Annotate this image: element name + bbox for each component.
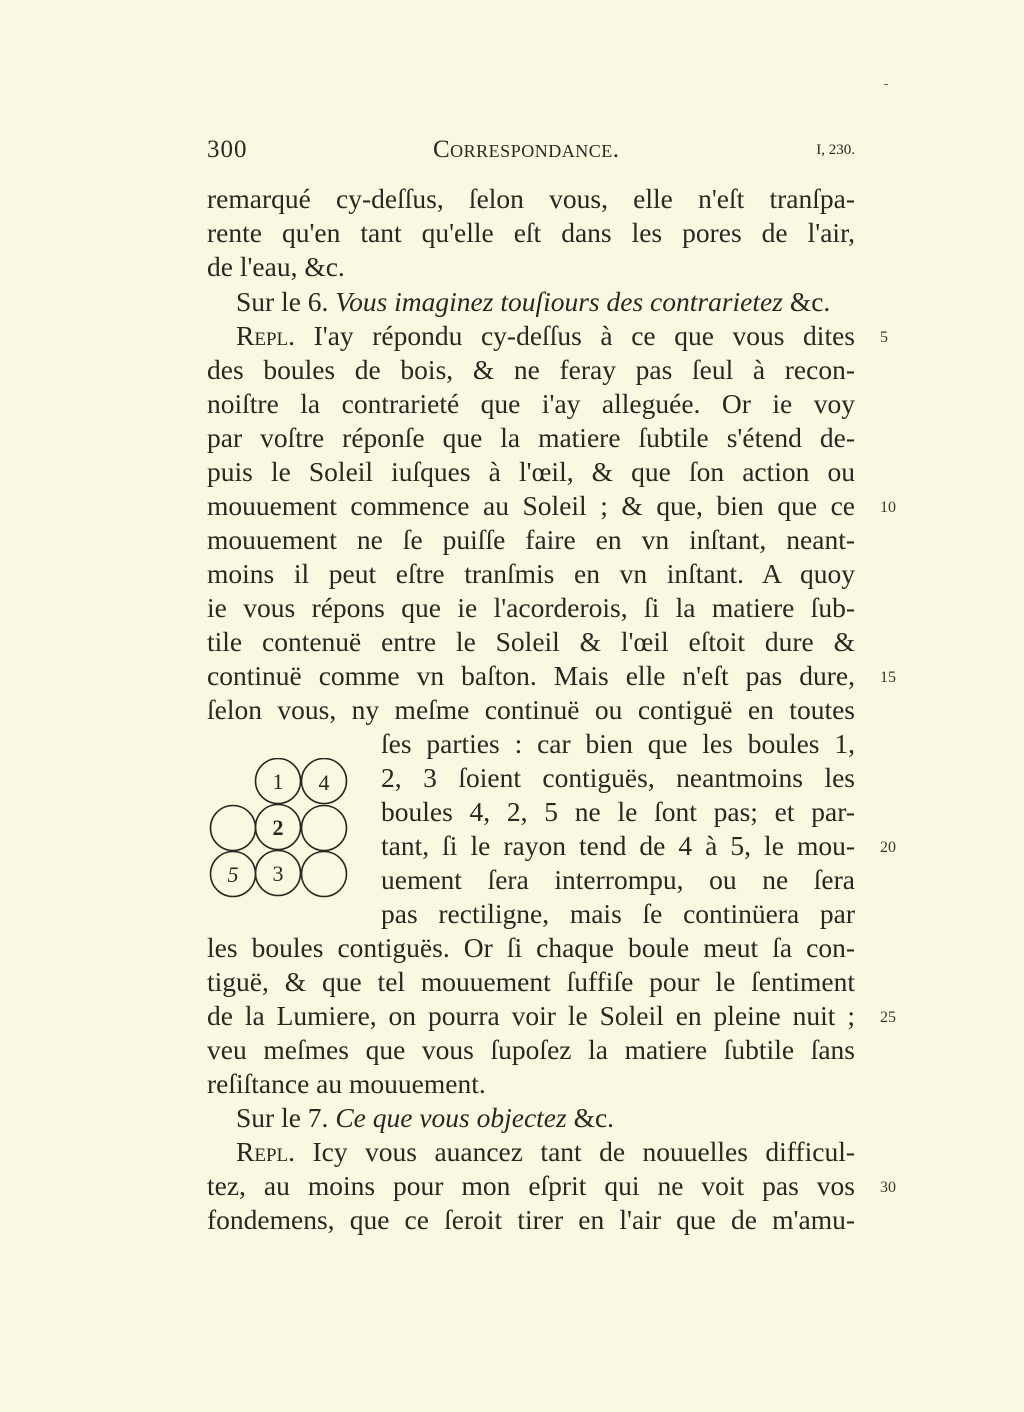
text-line: fondemens, que ce ſeroit tirer en l'air que de m'amu- (207, 1204, 855, 1235)
line-number: 25 (880, 1009, 896, 1026)
text-line: moins il peut eſtre tranſmis en vn inſtant. A quoy (207, 558, 855, 589)
section-heading-7 (236, 1101, 855, 1135)
line-number: 30 (880, 1179, 896, 1196)
heading-quote: Vous imaginez touſiours des contrarietez (335, 286, 783, 317)
text-line: de la Lumiere, on pourra voir le Soleil en pleine nuit ; (207, 1000, 855, 1031)
text-line: continuë comme vn baſton. Mais elle n'eſt pas dure, (207, 660, 855, 691)
text-line: Repl. I'ay répondu cy-deſſus à ce que vous dites (236, 320, 855, 351)
text-line: tant, ſi le rayon tend de 4 à 5, le mou- (381, 830, 855, 861)
text-line: des boules de bois, & ne feray pas ſeul à recon- (207, 354, 855, 385)
ball-label-2: 2 (272, 815, 284, 840)
ball-empty-circle (302, 806, 347, 851)
text-line: reſiſtance au mouuement. (207, 1068, 486, 1099)
line-number: 20 (880, 839, 896, 856)
text-line: Repl. Icy vous auancez tant de nouuelles difficul- (236, 1136, 855, 1167)
heading-lead: Sur le 6. (236, 286, 336, 317)
ball-empty-circle (211, 806, 256, 851)
ball-label-1: 1 (272, 769, 284, 794)
text-line: ſes parties : car bien que les boules 1, (381, 728, 855, 759)
text-line: mouuement commence au Soleil ; & que, bien que ce (207, 490, 855, 521)
running-head (207, 136, 857, 170)
text-line: pas rectiligne, mais ſe continüera par (381, 898, 855, 929)
repl-label: Repl. (236, 320, 295, 351)
text-line: boules 4, 2, 5 ne le ſont pas; et par- (381, 796, 855, 827)
text-line: de l'eau, &c. (207, 251, 345, 282)
line-number: 15 (880, 669, 896, 686)
section-heading-6 (236, 285, 855, 319)
volume-reference: I, 230. (816, 142, 855, 158)
balls-diagram (205, 758, 355, 903)
text-line: tez, au moins pour mon eſprit qui ne voit pas vos (207, 1170, 855, 1201)
text-line: veu meſmes que vous ſupoſez la matiere ſubtile ſans (207, 1034, 855, 1065)
text-line: remarqué cy-deſſus, ſelon vous, elle n'eſt tranſpa- (207, 183, 855, 214)
heading-lead: Sur le 7. (236, 1102, 336, 1133)
text-line: par voſtre réponſe que la matiere ſubtile s'étend de- (207, 422, 855, 453)
ball-label-4: 4 (318, 770, 330, 795)
heading-tail: &c. (566, 1102, 615, 1133)
ball-label-3: 3 (272, 861, 284, 886)
page-title: Correspondance. (433, 136, 620, 163)
text-line: les boules contiguës. Or ſi chaque boule meut ſa con- (207, 932, 855, 963)
text-line: noiſtre la contrarieté que i'ay alleguée. Or ie voy (207, 388, 855, 419)
text-line: rente qu'en tant qu'elle eſt dans les pores de l'air, (207, 217, 855, 248)
text-line: mouuement ne ſe puiſſe faire en vn inſtant, neant- (207, 524, 855, 555)
line-number: 10 (880, 499, 896, 516)
corner-mark (884, 84, 888, 85)
text-line: 2, 3 ſoient contiguës, neantmoins les (381, 762, 855, 793)
text-line: tile contenuë entre le Soleil & l'œil eſtoit dure & (207, 626, 855, 657)
ball-empty-circle (302, 852, 347, 897)
heading-quote: Ce que vous objectez (335, 1102, 567, 1133)
text-line: ie vous répons que ie l'acorderois, ſi la matiere ſub- (207, 592, 855, 623)
page-number: 300 (207, 136, 248, 163)
line-number: 5 (880, 329, 888, 346)
balls-figure (205, 758, 355, 903)
heading-tail: &c. (782, 286, 831, 317)
text-line: uement ſera interrompu, ou ne ſera (381, 864, 855, 895)
text-line: ſelon vous, ny meſme continuë ou contiguë en toutes (207, 694, 855, 725)
text-line: puis le Soleil iuſques à l'œil, & que ſon action ou (207, 456, 855, 487)
repl-label: Repl. (236, 1136, 295, 1167)
ball-label-5: 5 (227, 862, 239, 887)
text-line: tiguë, & que tel mouuement ſuffiſe pour le ſentiment (207, 966, 855, 997)
